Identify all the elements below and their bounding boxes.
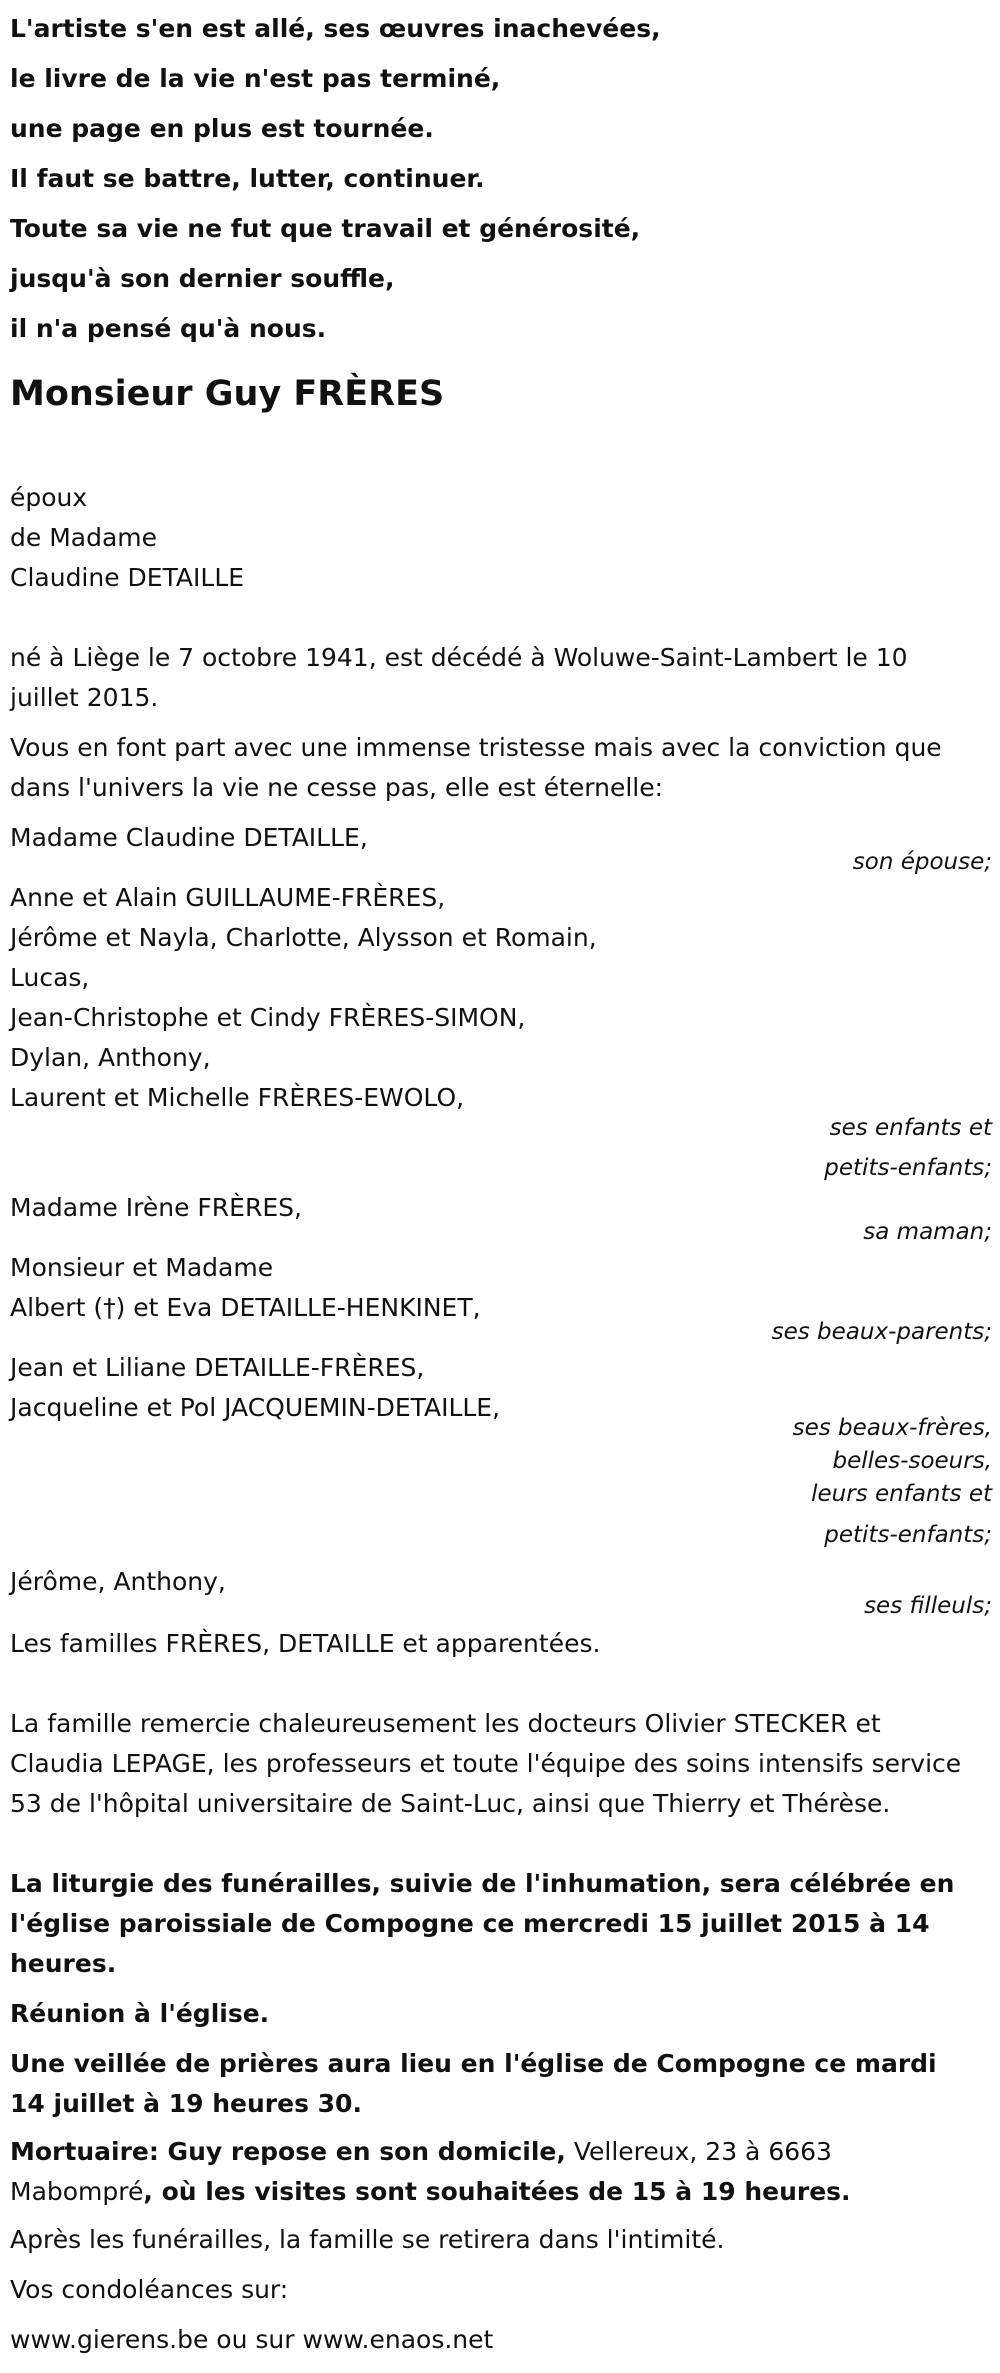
family-children-line: Jérôme et Nayla, Charlotte, Alysson et Romain, — [10, 923, 597, 952]
family-children-line: Lucas, — [10, 963, 90, 992]
condolences-label: Vos condoléances sur: — [10, 2275, 289, 2304]
mortuary-address: Vellereux, 23 à 6663 Mabompré — [10, 2137, 832, 2206]
family-children-line: Jean-Christophe et Cindy FRÈRES-SIMON, — [10, 1003, 526, 1032]
birth-death: né à Liège le 7 octobre 1941, est décédé à Woluwe-Saint-Lambert le 10 juillet 2015. — [10, 643, 908, 712]
thanks: La famille remercie chaleureusement les docteurs Olivier STECKER et Claudia LEPAGE, les professeurs et toute l'équipe des soins intensifs service 53 de l'hôpital universitaire de Saint-Luc, ainsi que Thierry et Thérèse. — [10, 1709, 962, 1818]
deceased-name: Monsieur Guy FRÈRES — [10, 374, 445, 414]
family-godchildren: Jérôme, Anthony, — [10, 1567, 226, 1596]
family-in-laws-line: Albert (†) et Eva DETAILLE-HENKINET, — [10, 1293, 481, 1322]
family-spouse: Madame Claudine DETAILLE, — [10, 823, 368, 852]
family-children-role-line: petits-enfants; — [824, 1155, 992, 1181]
vigil: Une veillée de prières aura lieu en l'église de Compogne ce mardi 14 juillet à 19 heures 30. — [10, 2049, 937, 2118]
liturgy: La liturgie des funérailles, suivie de l'inhumation, sera célébrée en l'église paroissiale de Compogne ce mercredi 15 juillet 2015 à 14 heures. — [10, 1869, 955, 1978]
family-siblings-in-law-role-line: ses beaux-frères, — [792, 1415, 992, 1441]
poem-line: il n'a pensé qu'à nous. — [10, 314, 327, 343]
spouse-line: Claudine DETAILLE — [10, 563, 245, 592]
after-funeral: Après les funérailles, la famille se retirera dans l'intimité. — [10, 2225, 725, 2254]
spouse-block — [10, 478, 970, 598]
family-siblings-in-law-line: Jean et Liliane DETAILLE-FRÈRES, — [10, 1353, 425, 1382]
family-spouse-role: son épouse; — [852, 849, 992, 875]
mortuary-part1: Mortuaire: Guy repose en son domicile, — [10, 2137, 566, 2166]
family-children-line: Anne et Alain GUILLAUME-FRÈRES, — [10, 883, 446, 912]
poem-line: le livre de la vie n'est pas terminé, — [10, 64, 501, 93]
family-children-line: Laurent et Michelle FRÈRES-EWOLO, — [10, 1083, 465, 1112]
family-godchildren-role: ses filleuls; — [864, 1593, 992, 1619]
websites: www.gierens.be ou sur www.enaos.net — [10, 2325, 494, 2354]
family-mother-role: sa maman; — [863, 1219, 992, 1245]
family-siblings-in-law-role-line: leurs enfants et — [811, 1481, 992, 1507]
family-children — [10, 878, 970, 1118]
poem-line: Toute sa vie ne fut que travail et générosité, — [10, 214, 641, 243]
spouse-line: de Madame — [10, 523, 158, 552]
announcement: Vous en font part avec une immense tristesse mais avec la conviction que dans l'univers la vie ne cesse pas, elle est éternelle: — [10, 733, 942, 802]
family-siblings-in-law-role-line: petits-enfants; — [824, 1522, 992, 1548]
mortuary — [10, 2132, 970, 2212]
family-families: Les familles FRÈRES, DETAILLE et apparentées. — [10, 1629, 601, 1658]
family-siblings-in-law-role-line: belles-soeurs, — [832, 1448, 992, 1474]
spouse-line: époux — [10, 483, 88, 512]
family-children-line: Dylan, Anthony, — [10, 1043, 211, 1072]
poem-line: Il faut se battre, lutter, continuer. — [10, 164, 485, 193]
mortuary-part2: , où les visites sont souhaitées de 15 à 19 heures. — [143, 2177, 851, 2206]
poem-line: jusqu'à son dernier souffle, — [10, 264, 395, 293]
poem — [10, 4, 661, 354]
family-siblings-in-law-role — [793, 1412, 992, 1552]
family-mother: Madame Irène FRÈRES, — [10, 1193, 302, 1222]
poem-line: L'artiste s'en est allé, ses œuvres inachevées, — [10, 14, 661, 43]
reunion: Réunion à l'église. — [10, 1999, 270, 2028]
poem-line: une page en plus est tournée. — [10, 114, 434, 143]
family-in-laws-role: ses beaux-parents; — [771, 1319, 992, 1345]
family-in-laws-line: Monsieur et Madame — [10, 1253, 274, 1282]
family-children-role-line: ses enfants et — [829, 1115, 992, 1141]
family-siblings-in-law-line: Jacqueline et Pol JACQUEMIN-DETAILLE, — [10, 1393, 501, 1422]
family-children-role — [824, 1108, 992, 1188]
